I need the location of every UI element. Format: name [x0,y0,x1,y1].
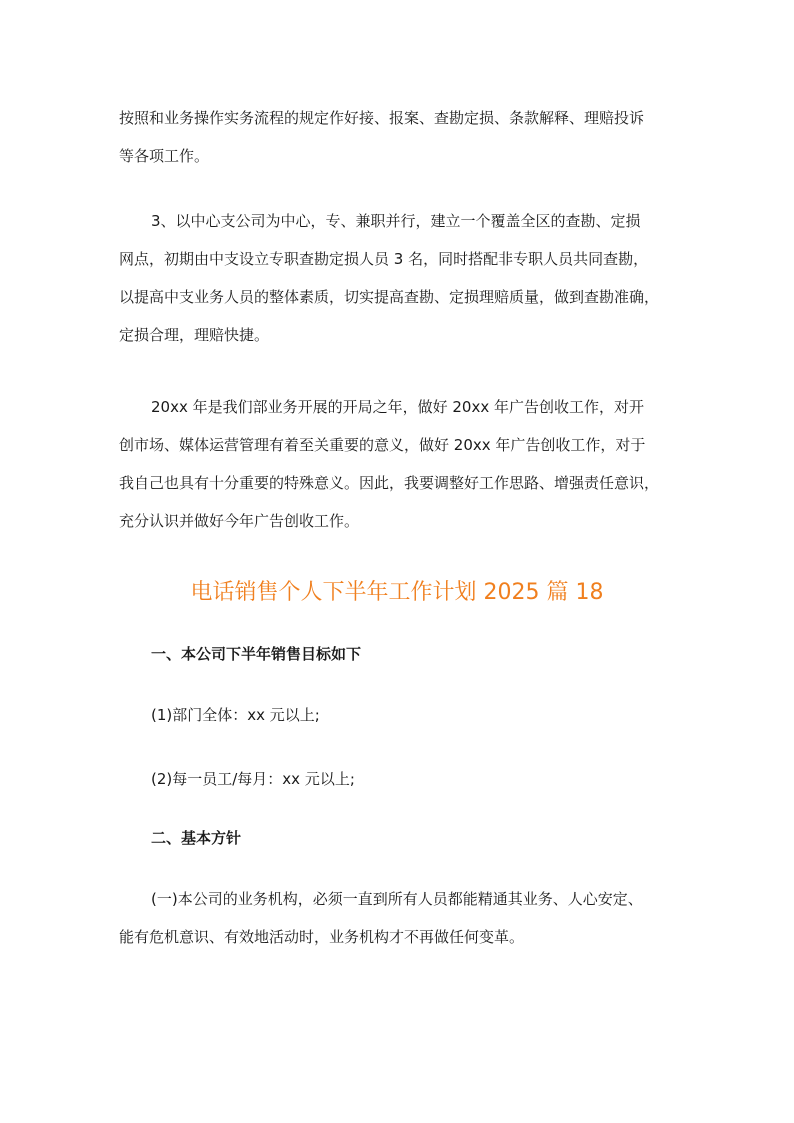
paragraph-business-organization [119,880,679,956]
paragraph-line: 网点，初期由中支设立专职查勘定损人员 3 名，同时搭配非专职人员共同查勘， [119,250,649,268]
paragraph-line: 创市场、媒体运营管理有着至关重要的意义，做好 20xx 年广告创收工作，对于 [119,436,646,454]
section-title: 电话销售个人下半年工作计划 2025 篇 18 [190,580,604,605]
paragraph-line: 等各项工作。 [119,147,210,165]
paragraph-survey-network [119,202,679,354]
paragraph-line: (一)本公司的业务机构，必须一直到所有人员都能精通其业务、人心安定、 [151,890,643,908]
subheading-sales-targets: 一、本公司下半年销售目标如下 [151,645,362,663]
paragraph-claims-procedure [119,99,679,175]
paragraph-line: 能有危机意识、有效地活动时，业务机构才不再做任何变革。 [119,928,525,946]
paragraph-line: 20xx 年是我们部业务开展的开局之年，做好 20xx 年广告创收工作，对开 [151,398,644,416]
paragraph-advertising-revenue [119,388,679,540]
target-item-department: (1)部门全体：xx 元以上; [151,706,320,724]
paragraph-line: 以提高中支业务人员的整体素质，切实提高查勘、定损理赔质量，做到查勘准确， [119,288,660,306]
target-item-per-employee: (2)每一员工/每月：xx 元以上; [151,770,355,788]
paragraph-line: 按照和业务操作实务流程的规定作好接、报案、查勘定损、条款解释、理赔投诉 [119,109,645,127]
paragraph-line: 我自己也具有十分重要的特殊意义。因此，我要调整好工作思路、增强责任意识， [119,474,660,492]
paragraph-line: 充分认识并做好今年广告创收工作。 [119,512,360,530]
subheading-basic-policy: 二、基本方针 [151,829,242,847]
paragraph-line: 定损合理，理赔快捷。 [119,326,270,344]
paragraph-line: 3、以中心支公司为中心，专、兼职并行，建立一个覆盖全区的查勘、定损 [151,212,641,230]
